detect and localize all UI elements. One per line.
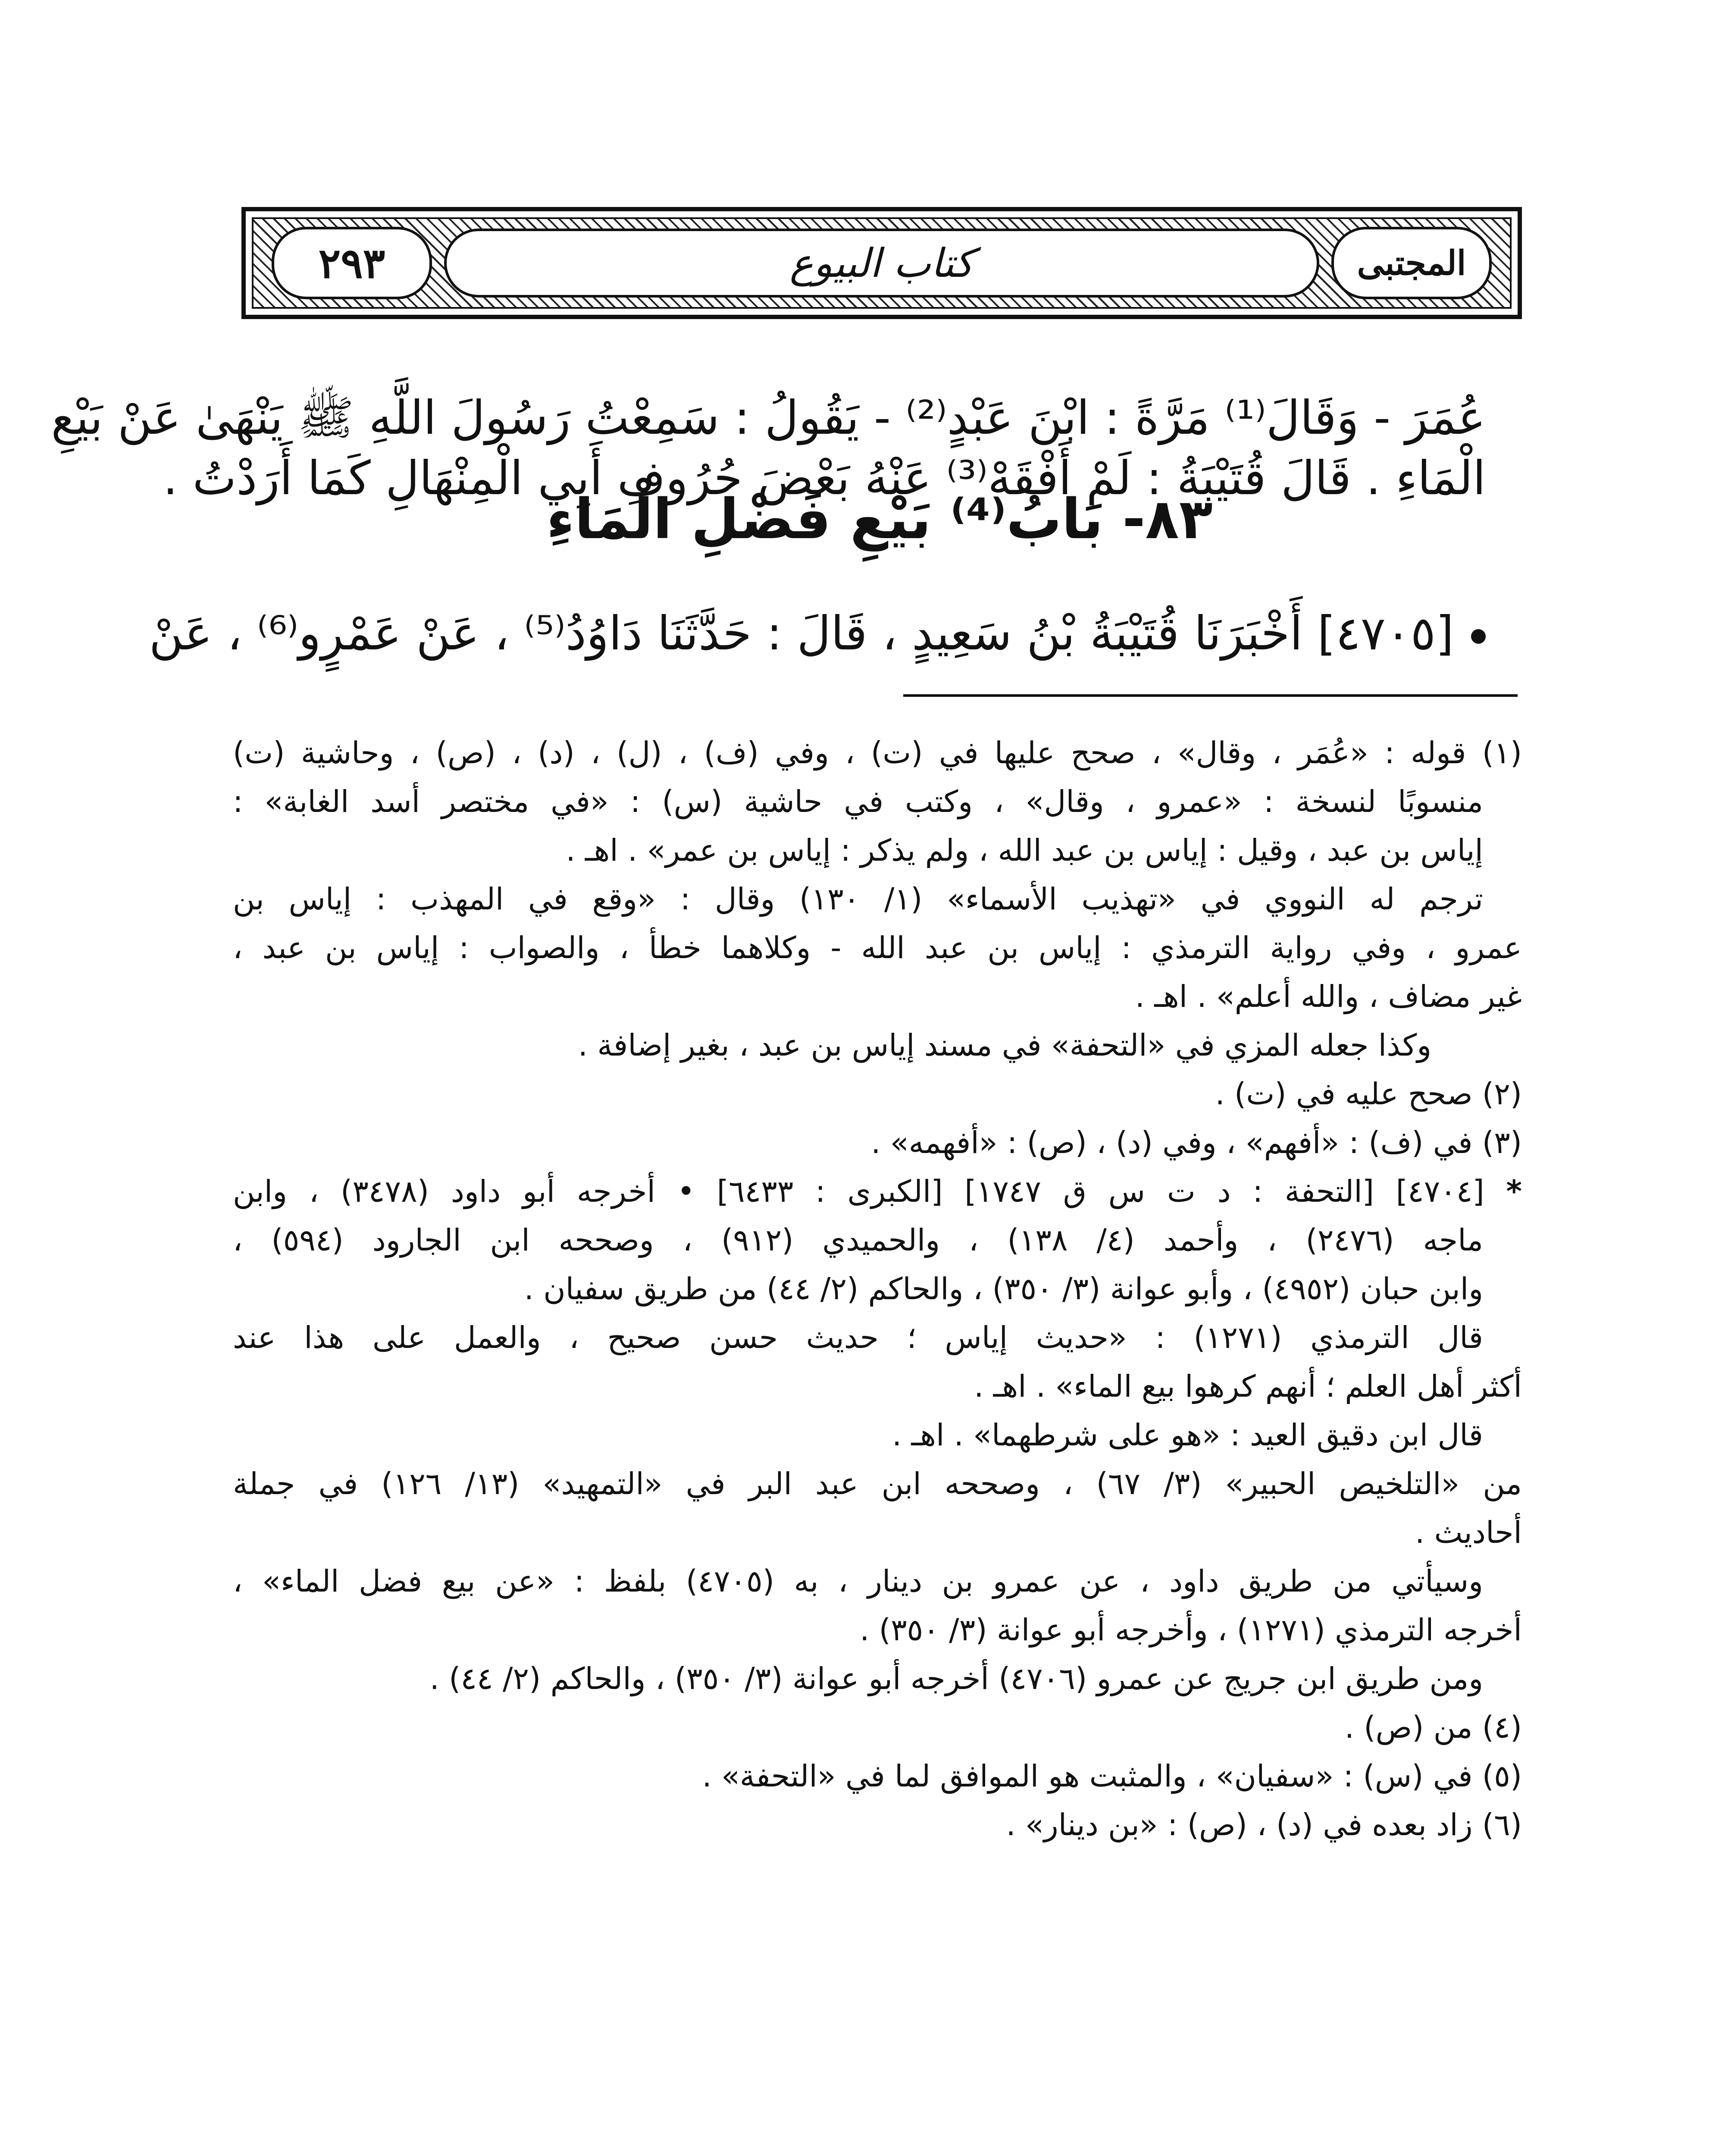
chapter-title: كتاب البيوع <box>789 240 974 286</box>
footnote-line: ومن طريق ابن جريج عن عمرو (٤٧٠٦) أخرجه أبو عوانة (٣/ ٣٥٠) ، والحاكم (٢/ ٤٤) . <box>429 1661 1483 1696</box>
header-logo-medallion <box>1331 227 1492 299</box>
footnote-line: منسوبًا لنسخة : «عمرو ، وقال» ، وكتب في حاشية (س) : «في مختصر أسد الغابة» : <box>233 784 1483 819</box>
footnote-line: وابن حبان (٤٩٥٢) ، وأبو عوانة (٣/ ٣٥٠) ، والحاكم (٢/ ٤٤) من طريق سفيان . <box>524 1271 1483 1307</box>
footnote-ref-text: [٤٧٠٤] [التحفة : د ت س ق ١٧٤٧] [الكبرى : ٦٤٣٣] • أخرجه أبو داود (٣٤٧٨) ، وابن <box>233 1174 1484 1209</box>
footnote-line: أخرجه الترمذي (١٢٧١) ، وأخرجه أبو عوانة (٣/ ٣٥٠) . <box>860 1612 1522 1648</box>
footnote-line: وكذا جعله المزي في «التحفة» في مسند إياس بن عبد ، بغير إضافة . <box>578 1028 1431 1063</box>
footnote-line: (٦) زاد بعده في (د) ، (ص) : «بن دينار» . <box>1006 1807 1522 1843</box>
footnote-line: (١) قوله : «عُمَر ، وقال» ، صحح عليها في (ت) ، وفي (ف) ، (ل) ، (د) ، (ص) ، وحاشية (ت) <box>233 735 1522 771</box>
footnote-line: قال ابن دقيق العيد : «هو على شرطهما» . اهـ . <box>892 1417 1483 1453</box>
footnote-line: إياس بن عبد ، وقيل : إياس بن عبد الله ، ولم يذكر : إياس بن عمر» . اهـ . <box>566 833 1483 868</box>
page-number: ٢٩٣ <box>318 238 385 288</box>
footnote-line: من «التلخيص الحبير» (٣/ ٦٧) ، وصححه ابن عبد البر في «التمهيد» (١٣/ ١٢٦) في جملة <box>233 1466 1522 1501</box>
footnote-line: قال الترمذي (١٢٧١) : «حديث إياس ؛ حديث حسن صحيح ، والعمل على هذا عند <box>233 1320 1483 1355</box>
footnote-line: (٣) في (ف) : «أفهم» ، وفي (د) ، (ص) : «أفهمه» . <box>871 1125 1522 1160</box>
chapter-heading: ٨٣- بَابُ⁽⁴⁾ بَيْعِ فَضْلِ الْمَاءِ <box>546 487 1213 552</box>
footnote-line: عمرو ، وفي رواية الترمذي : إياس بن عبد الله - وكلاهما خطأ ، والصواب : إياس بن عبد ، <box>233 930 1522 965</box>
footnote-line: ماجه (٢٤٧٦) ، وأحمد (٤/ ١٣٨) ، والحميدي (٩١٢) ، وصححه ابن الجارود (٥٩٤) ، <box>233 1222 1484 1258</box>
footnote-divider <box>903 694 1518 697</box>
footnotes <box>233 729 1522 1849</box>
footnote-line: أكثر أهل العلم ؛ أنهم كرهوا بيع الماء» . اهـ . <box>974 1369 1522 1404</box>
footnote-line: أحاديث . <box>1415 1515 1522 1550</box>
footnote-star-marker: * <box>1506 1174 1522 1209</box>
footnote-line: (٥) في (س) : «سفيان» ، والمثبت هو الموافق لما في «التحفة» . <box>702 1758 1522 1794</box>
book-logo: المجتبى <box>1357 243 1466 283</box>
main-text-line-2: الْمَاءِ . قَالَ قُتَيْبَةُ : لَمْ أَفْقَهْ⁽³⁾ عَنْهُ بَعْضَ حُرُوفِ أَبِي الْمِنْهَالِ كَمَا أَرَدْتُ . <box>163 451 1486 505</box>
footnote-line: غير مضاف ، والله أعلم» . اهـ . <box>1135 979 1522 1014</box>
hadith-line <box>149 604 1486 664</box>
main-text-line-1: عُمَرَ - وَقَالَ⁽¹⁾ مَرَّةً : ابْنَ عَبْدٍ⁽²⁾ - يَقُولُ : سَمِعْتُ رَسُولَ اللَّهِ ﷺ يَنْهَىٰ عَنْ بَيْعِ <box>51 391 1486 445</box>
footnote-line: ترجم له النووي في «تهذيب الأسماء» (١/ ١٣٠) وقال : «وقع في المهذب : إياس بن <box>233 881 1483 917</box>
footnote-line: (٢) صحح عليه في (ت) . <box>1215 1076 1522 1112</box>
page-number-medallion <box>272 227 432 299</box>
footnote-line: (٤) من (ص) . <box>1344 1710 1522 1745</box>
bullet-icon <box>1471 629 1486 644</box>
hadith-text: [٤٧٠٥] أَخْبَرَنَا قُتَيْبَةُ بْنُ سَعِيدٍ ، قَالَ : حَدَّثَنَا دَاوُدُ⁽⁵⁾ ، عَنْ عَمْرٍو⁽⁶⁾ ، عَنْ <box>149 607 1454 661</box>
footnote-line <box>233 1167 1522 1216</box>
page-header <box>241 207 1522 319</box>
header-title-band <box>444 229 1319 298</box>
footnote-line: وسيأتي من طريق داود ، عن عمرو بن دينار ، به (٤٧٠٥) بلفظ : «عن بيع فضل الماء» ، <box>233 1564 1483 1599</box>
